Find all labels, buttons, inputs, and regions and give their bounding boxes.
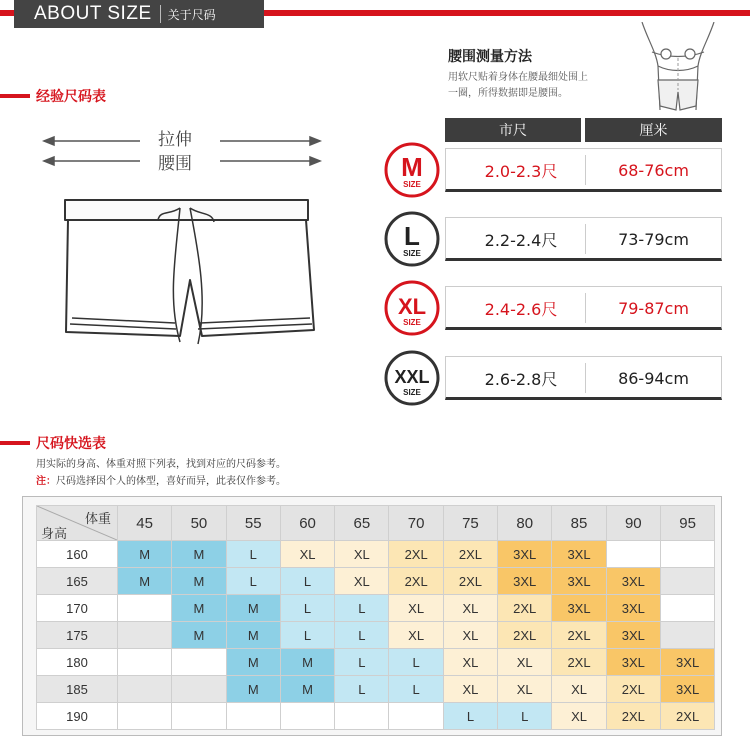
weight-header: 70 — [389, 506, 443, 541]
size-letter: XXL — [394, 367, 430, 387]
size-cell: 2XL — [498, 622, 552, 649]
size-cm-value: 79-87cm — [618, 298, 689, 318]
header-divider — [160, 5, 161, 23]
size-cell: L — [498, 703, 552, 730]
section2-bar — [0, 441, 30, 445]
size-cm-value: 68-76cm — [618, 160, 689, 180]
size-cell: 3XL — [606, 649, 660, 676]
size-chi-value: 2.4-2.6尺 — [484, 299, 558, 319]
size-cell: L — [335, 676, 389, 703]
weight-header: 85 — [552, 506, 606, 541]
size-cell — [118, 622, 172, 649]
size-chi-value: 2.0-2.3尺 — [484, 161, 558, 181]
height-header: 160 — [37, 541, 118, 568]
size-cell: 2XL — [443, 541, 497, 568]
shorts-illustration — [40, 120, 340, 360]
weight-header: 80 — [498, 506, 552, 541]
size-cell: 2XL — [443, 568, 497, 595]
size-cell: XL — [443, 649, 497, 676]
size-cell: XL — [335, 541, 389, 568]
section2-title: 尺码快选表 — [36, 436, 106, 452]
section1-bar — [0, 94, 30, 98]
size-cell — [226, 703, 280, 730]
size-cell: 3XL — [606, 595, 660, 622]
size-cell: 3XL — [498, 541, 552, 568]
size-cm-value: 73-79cm — [618, 229, 689, 249]
size-cell: 2XL — [552, 649, 606, 676]
size-cell: XL — [389, 595, 443, 622]
size-cell — [118, 595, 172, 622]
size-cell: M — [280, 676, 334, 703]
size-row-m — [401, 145, 722, 195]
height-header: 165 — [37, 568, 118, 595]
size-cell: L — [389, 676, 443, 703]
size-cell — [280, 703, 334, 730]
note-label: 注： — [36, 476, 56, 487]
size-cell: L — [280, 622, 334, 649]
header-title: ABOUT SIZE — [34, 3, 152, 24]
grid-header-row — [37, 506, 715, 541]
waist-method-desc — [448, 70, 626, 102]
size-cell: XL — [443, 595, 497, 622]
height-header: 185 — [37, 676, 118, 703]
size-cell: M — [172, 568, 226, 595]
height-header: 175 — [37, 622, 118, 649]
size-cell: XL — [552, 703, 606, 730]
size-cell: L — [389, 649, 443, 676]
size-col-cm: 厘米 — [585, 118, 722, 142]
size-cell: M — [226, 676, 280, 703]
weight-header: 65 — [335, 506, 389, 541]
size-cell: 3XL — [552, 595, 606, 622]
size-cell — [660, 541, 714, 568]
waist-method-line1: 用软尺贴着身体在腰最细处围上 — [448, 72, 588, 83]
size-cell: 3XL — [606, 622, 660, 649]
size-cell: M — [172, 595, 226, 622]
size-cell: 3XL — [660, 649, 714, 676]
weight-header: 45 — [118, 506, 172, 541]
size-word: SIZE — [403, 388, 421, 397]
size-cell: L — [335, 595, 389, 622]
size-cell: 3XL — [552, 541, 606, 568]
table-row — [37, 703, 715, 730]
size-cell: M — [226, 595, 280, 622]
size-cell: L — [226, 541, 280, 568]
size-word: SIZE — [403, 249, 421, 258]
header-banner — [14, 0, 264, 28]
header-subtitle: 关于尺码 — [167, 7, 216, 22]
size-cell: 2XL — [498, 595, 552, 622]
size-cell: L — [226, 568, 280, 595]
size-word: SIZE — [403, 318, 421, 327]
size-cell — [118, 676, 172, 703]
size-badge-xl — [383, 279, 441, 337]
size-cell: M — [226, 622, 280, 649]
table-row — [37, 676, 715, 703]
size-cell: 2XL — [606, 703, 660, 730]
size-cell — [118, 649, 172, 676]
size-cell: M — [118, 541, 172, 568]
height-header: 170 — [37, 595, 118, 622]
size-cell: M — [172, 541, 226, 568]
size-row-xxl — [394, 353, 722, 403]
size-letter: XL — [397, 294, 427, 319]
size-cell: 3XL — [660, 676, 714, 703]
size-cell: M — [280, 649, 334, 676]
weight-header: 55 — [226, 506, 280, 541]
size-cell: XL — [389, 622, 443, 649]
height-header: 180 — [37, 649, 118, 676]
size-cell: L — [335, 622, 389, 649]
corner-weight-label: 体重 — [84, 511, 111, 526]
size-chi-value: 2.6-2.8尺 — [484, 369, 558, 389]
size-cell — [660, 622, 714, 649]
weight-header: 75 — [443, 506, 497, 541]
size-chi-value: 2.2-2.4尺 — [484, 230, 558, 250]
size-cell: 2XL — [606, 676, 660, 703]
size-letter: M — [401, 152, 423, 182]
body-measure-icon — [628, 22, 728, 114]
size-cell — [118, 703, 172, 730]
size-badge-m — [383, 141, 441, 199]
size-cell — [606, 541, 660, 568]
size-cell: 3XL — [606, 568, 660, 595]
size-row-l — [403, 214, 722, 264]
quick-table-note — [36, 472, 286, 487]
size-cell: XL — [552, 676, 606, 703]
size-cell — [660, 568, 714, 595]
weight-header: 95 — [660, 506, 714, 541]
size-word: SIZE — [403, 180, 421, 189]
size-cell — [172, 676, 226, 703]
size-badge-l — [383, 210, 441, 268]
size-cell: 2XL — [389, 568, 443, 595]
table-row — [37, 622, 715, 649]
table-row — [37, 649, 715, 676]
size-cell: 3XL — [552, 568, 606, 595]
size-cell: M — [172, 622, 226, 649]
size-cell: L — [280, 568, 334, 595]
size-cell — [172, 649, 226, 676]
weight-header: 50 — [172, 506, 226, 541]
section1-title: 经验尺码表 — [36, 89, 106, 105]
size-cell: XL — [335, 568, 389, 595]
size-cm-value: 86-94cm — [618, 368, 689, 388]
size-grid — [36, 505, 715, 730]
stretch-text: 拉伸 — [158, 130, 192, 150]
size-badge-xxl — [383, 349, 441, 407]
size-cell — [172, 703, 226, 730]
weight-header: 60 — [280, 506, 334, 541]
size-cell: L — [335, 649, 389, 676]
height-header: 190 — [37, 703, 118, 730]
size-cell: 2XL — [660, 703, 714, 730]
size-cell — [660, 595, 714, 622]
table-row — [37, 541, 715, 568]
size-cell: XL — [498, 676, 552, 703]
size-cell: L — [443, 703, 497, 730]
waist-method-title: 腰围测量方法 — [448, 49, 532, 65]
size-row-xl — [397, 283, 722, 333]
waist-method-line2: 一圈，所得数据即是腰围。 — [448, 88, 568, 99]
size-cell: XL — [498, 649, 552, 676]
size-col-chi: 市尺 — [445, 118, 581, 142]
size-cell: XL — [280, 541, 334, 568]
note-text: 尺码选择因个人的体型，喜好而异，此表仅作参考。 — [56, 476, 286, 487]
size-cell: M — [226, 649, 280, 676]
table-row — [37, 595, 715, 622]
size-letter: L — [404, 221, 420, 251]
size-cell: 2XL — [389, 541, 443, 568]
quick-table-desc: 用实际的身高、体重对照下列表，找到对应的尺码参考。 — [36, 459, 286, 470]
size-cell: M — [118, 568, 172, 595]
size-cell — [335, 703, 389, 730]
table-row — [37, 568, 715, 595]
size-cell: 2XL — [552, 622, 606, 649]
size-cell: L — [280, 595, 334, 622]
waist-text: 腰围 — [158, 154, 192, 174]
size-cell: XL — [443, 622, 497, 649]
weight-header: 90 — [606, 506, 660, 541]
size-cell: 3XL — [498, 568, 552, 595]
grid-corner — [37, 506, 118, 541]
size-cell: XL — [443, 676, 497, 703]
size-cell — [389, 703, 443, 730]
corner-height-label: 身高 — [41, 526, 68, 540]
